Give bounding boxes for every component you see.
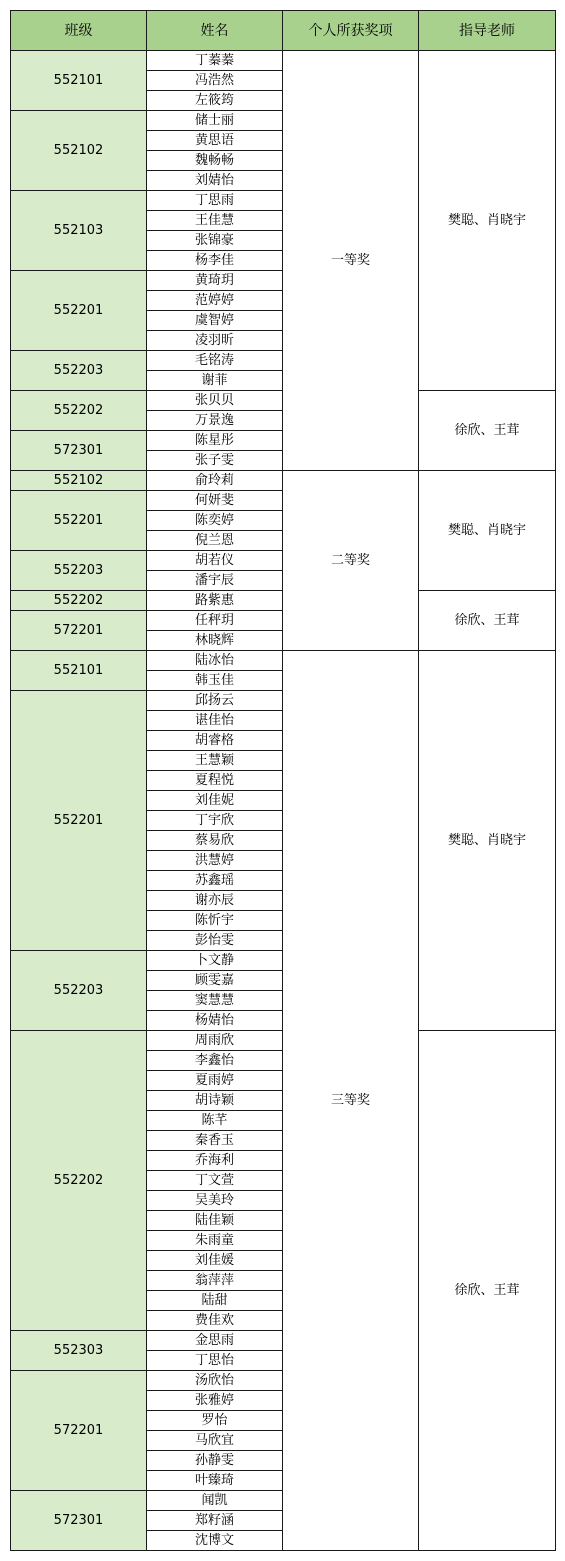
name-cell: 魏畅畅: [147, 151, 283, 171]
name-cell: 刘佳媛: [147, 1251, 283, 1271]
table-row: [11, 471, 556, 491]
award-table-container: [10, 10, 556, 1551]
name-cell: 韩玉佳: [147, 671, 283, 691]
name-cell: 万景逸: [147, 411, 283, 431]
header-award: 个人所获奖项: [283, 11, 419, 51]
name-cell: 汤欣怡: [147, 1371, 283, 1391]
name-cell: 罗怡: [147, 1411, 283, 1431]
name-cell: 孙静雯: [147, 1451, 283, 1471]
name-cell: 何妍斐: [147, 491, 283, 511]
name-cell: 张子雯: [147, 451, 283, 471]
name-cell: 顾雯嘉: [147, 971, 283, 991]
award-cell: 一等奖: [283, 51, 419, 471]
table-row: [11, 51, 556, 71]
award-table: [10, 10, 556, 1551]
teacher-cell: 樊聪、肖晓宇: [419, 471, 556, 591]
header-teacher: 指导老师: [419, 11, 556, 51]
class-cell: 572201: [11, 611, 147, 651]
name-cell: 陈奕婷: [147, 511, 283, 531]
name-cell: 丁思怡: [147, 1351, 283, 1371]
name-cell: 陆佳颖: [147, 1211, 283, 1231]
class-cell: 572201: [11, 1371, 147, 1491]
name-cell: 俞玲莉: [147, 471, 283, 491]
name-cell: 陆冰怡: [147, 651, 283, 671]
name-cell: 苏鑫瑶: [147, 871, 283, 891]
name-cell: 费佳欢: [147, 1311, 283, 1331]
class-cell: 552101: [11, 651, 147, 691]
name-cell: 杨婧怡: [147, 1011, 283, 1031]
class-cell: 552203: [11, 351, 147, 391]
award-table-body: [11, 51, 556, 1551]
name-cell: 范婷婷: [147, 291, 283, 311]
name-cell: 毛铭涛: [147, 351, 283, 371]
name-cell: 窦慧慧: [147, 991, 283, 1011]
name-cell: 沈博文: [147, 1531, 283, 1551]
class-cell: 572301: [11, 431, 147, 471]
name-cell: 黄琦玥: [147, 271, 283, 291]
header-name: 姓名: [147, 11, 283, 51]
name-cell: 谢亦辰: [147, 891, 283, 911]
name-cell: 胡睿格: [147, 731, 283, 751]
teacher-cell: 徐欣、王茸: [419, 1031, 556, 1551]
name-cell: 丁思雨: [147, 191, 283, 211]
class-cell: 552202: [11, 391, 147, 431]
name-cell: 杨李佳: [147, 251, 283, 271]
name-cell: 朱雨童: [147, 1231, 283, 1251]
class-cell: 552202: [11, 591, 147, 611]
name-cell: 张雅婷: [147, 1391, 283, 1411]
class-cell: 552303: [11, 1331, 147, 1371]
name-cell: 谌佳怡: [147, 711, 283, 731]
name-cell: 陈芊: [147, 1111, 283, 1131]
teacher-cell: 樊聪、肖晓宇: [419, 51, 556, 391]
teacher-cell: 樊聪、肖晓宇: [419, 651, 556, 1031]
name-cell: 虞智婷: [147, 311, 283, 331]
name-cell: 左筱筠: [147, 91, 283, 111]
table-row: [11, 651, 556, 671]
name-cell: 邱扬云: [147, 691, 283, 711]
name-cell: 冯浩然: [147, 71, 283, 91]
name-cell: 路紫惠: [147, 591, 283, 611]
name-cell: 张锦豪: [147, 231, 283, 251]
name-cell: 陈星彤: [147, 431, 283, 451]
name-cell: 彭怡雯: [147, 931, 283, 951]
name-cell: 金思雨: [147, 1331, 283, 1351]
header-row: [11, 11, 556, 51]
name-cell: 潘宇辰: [147, 571, 283, 591]
name-cell: 凌羽昕: [147, 331, 283, 351]
class-cell: 552103: [11, 191, 147, 271]
name-cell: 储士丽: [147, 111, 283, 131]
name-cell: 林晓辉: [147, 631, 283, 651]
name-cell: 洪慧婷: [147, 851, 283, 871]
name-cell: 周雨欣: [147, 1031, 283, 1051]
name-cell: 夏雨婷: [147, 1071, 283, 1091]
name-cell: 翁萍萍: [147, 1271, 283, 1291]
teacher-cell: 徐欣、王茸: [419, 391, 556, 471]
header-class: 班级: [11, 11, 147, 51]
name-cell: 闻凯: [147, 1491, 283, 1511]
name-cell: 卜文静: [147, 951, 283, 971]
class-cell: 572301: [11, 1491, 147, 1551]
name-cell: 陆甜: [147, 1291, 283, 1311]
name-cell: 郑籽涵: [147, 1511, 283, 1531]
class-cell: 552102: [11, 471, 147, 491]
name-cell: 丁蓁蓁: [147, 51, 283, 71]
name-cell: 丁宇欣: [147, 811, 283, 831]
name-cell: 李鑫怡: [147, 1051, 283, 1071]
name-cell: 乔海利: [147, 1151, 283, 1171]
name-cell: 蔡易欣: [147, 831, 283, 851]
name-cell: 夏程悦: [147, 771, 283, 791]
award-cell: 二等奖: [283, 471, 419, 651]
name-cell: 刘婧怡: [147, 171, 283, 191]
name-cell: 王佳慧: [147, 211, 283, 231]
class-cell: 552201: [11, 691, 147, 951]
class-cell: 552102: [11, 111, 147, 191]
name-cell: 秦香玉: [147, 1131, 283, 1151]
name-cell: 任秤玥: [147, 611, 283, 631]
class-cell: 552203: [11, 551, 147, 591]
name-cell: 陈忻宇: [147, 911, 283, 931]
name-cell: 倪兰恩: [147, 531, 283, 551]
class-cell: 552201: [11, 491, 147, 551]
class-cell: 552202: [11, 1031, 147, 1331]
name-cell: 胡诗颖: [147, 1091, 283, 1111]
teacher-cell: 徐欣、王茸: [419, 591, 556, 651]
name-cell: 胡若仪: [147, 551, 283, 571]
class-cell: 552201: [11, 271, 147, 351]
class-cell: 552101: [11, 51, 147, 111]
name-cell: 吴美玲: [147, 1191, 283, 1211]
name-cell: 王慧颖: [147, 751, 283, 771]
name-cell: 黄思语: [147, 131, 283, 151]
name-cell: 张贝贝: [147, 391, 283, 411]
name-cell: 谢菲: [147, 371, 283, 391]
name-cell: 刘佳妮: [147, 791, 283, 811]
name-cell: 叶臻琦: [147, 1471, 283, 1491]
name-cell: 丁文萱: [147, 1171, 283, 1191]
award-cell: 三等奖: [283, 651, 419, 1551]
class-cell: 552203: [11, 951, 147, 1031]
name-cell: 马欣宜: [147, 1431, 283, 1451]
